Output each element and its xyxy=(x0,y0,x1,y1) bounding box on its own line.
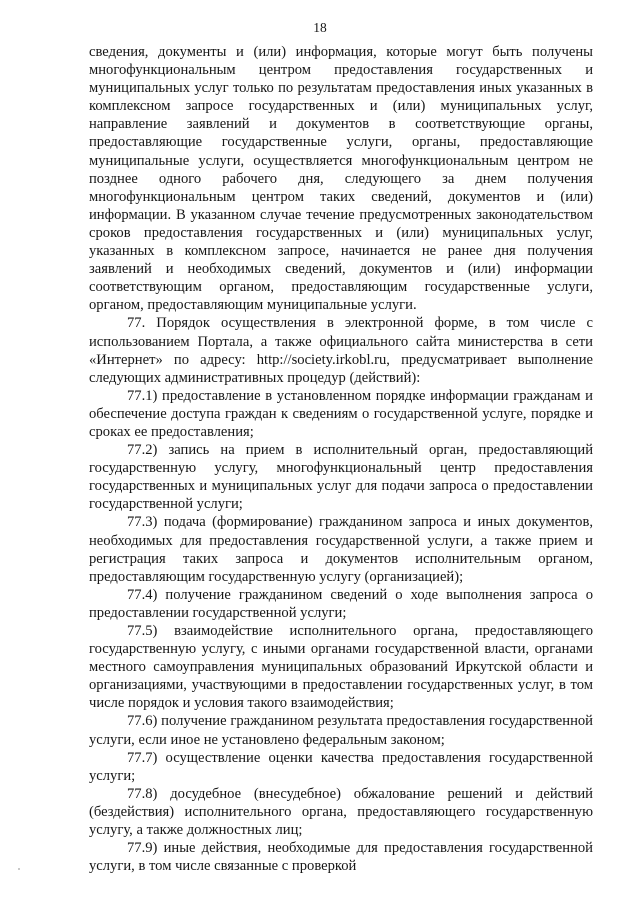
paragraph: 77. Порядок осуществления в электронной форме, в том числе с использованием Портала, а также официального сайта министерства в сети «Интернет» по адресу: http://society.irkobl.ru, предусматривает выполнение следующих административных процедур (действий): xyxy=(89,315,593,386)
document-body xyxy=(89,43,593,875)
paragraph: 77.3) подача (формирование) гражданином запроса и иных документов, необходимых для предоставления государственной услуги, а также прием и регистрация таких запроса и документов исполнительным органом, предоставляющим государственную услугу (организацией); xyxy=(89,514,593,585)
paragraph: 77.2) запись на прием в исполнительный орган, предоставляющий государственную услугу, многофункциональный центр предоставления государственных и муниципальных услуг для подачи запроса о предоставлении государственной услуги; xyxy=(89,442,593,513)
paragraph: 77.1) предоставление в установленном порядке информации гражданам и обеспечение доступа граждан к сведениям о государственной услуге, порядке и сроках ее предоставления; xyxy=(89,387,593,440)
paragraph: 77.5) взаимодействие исполнительного органа, предоставляющего государственную услугу, с иными органами государственной власти, органами местного самоуправления муниципальных образований Иркутской области и организациями, участвующими в предоставлении государственных услуг, в том числе порядок и условия такого взаимодействия; xyxy=(89,623,593,712)
paragraph: сведения, документы и (или) информация, которые могут быть получены многофункциональным центром предоставления государственных и муниципальных услуг только по результатам предоставления иных указанных в комплексном запросе государственных и (или) муниципальных услуг, направление заявлений и документов в соответствующие органы, предоставляющие государственные услуги, органы, предоставляющие муниципальные услуги, осуществляется многофункциональным центром не позднее одного рабочего дня, следующего за днем получения многофункциональным центром таких сведений, документов и (или) информации. В указанном случае течение предусмотренных законодательством сроков предоставления государственных и (или) муниципальных услуг, указанных в комплексном запросе, начинается не ранее дня получения заявлений и необходимых сведений, документов и (или) информации соответствующим органом, предоставляющим государственные услуги, органом, предоставляющим муниципальные услуги. xyxy=(89,44,593,314)
page-number: 18 xyxy=(313,20,327,35)
paragraph: 77.6) получение гражданином результата предоставления государственной услуги, если иное не установлено федеральным законом; xyxy=(89,713,593,748)
paragraph: 77.8) досудебное (внесудебное) обжалование решений и действий (бездействия) исполнительного органа, предоставляющего государственную услугу, а также должностных лиц; xyxy=(89,785,593,839)
scan-speck xyxy=(18,868,20,870)
paragraph: 77.7) осуществление оценки качества предоставления государственной услуги; xyxy=(89,749,593,784)
paragraph: 77.9) иные действия, необходимые для предоставления государственной услуги, в том числе связанные с проверкой xyxy=(89,840,593,875)
paragraph: 77.4) получение гражданином сведений о ходе выполнения запроса о предоставлении государственной услуги; xyxy=(89,586,593,621)
